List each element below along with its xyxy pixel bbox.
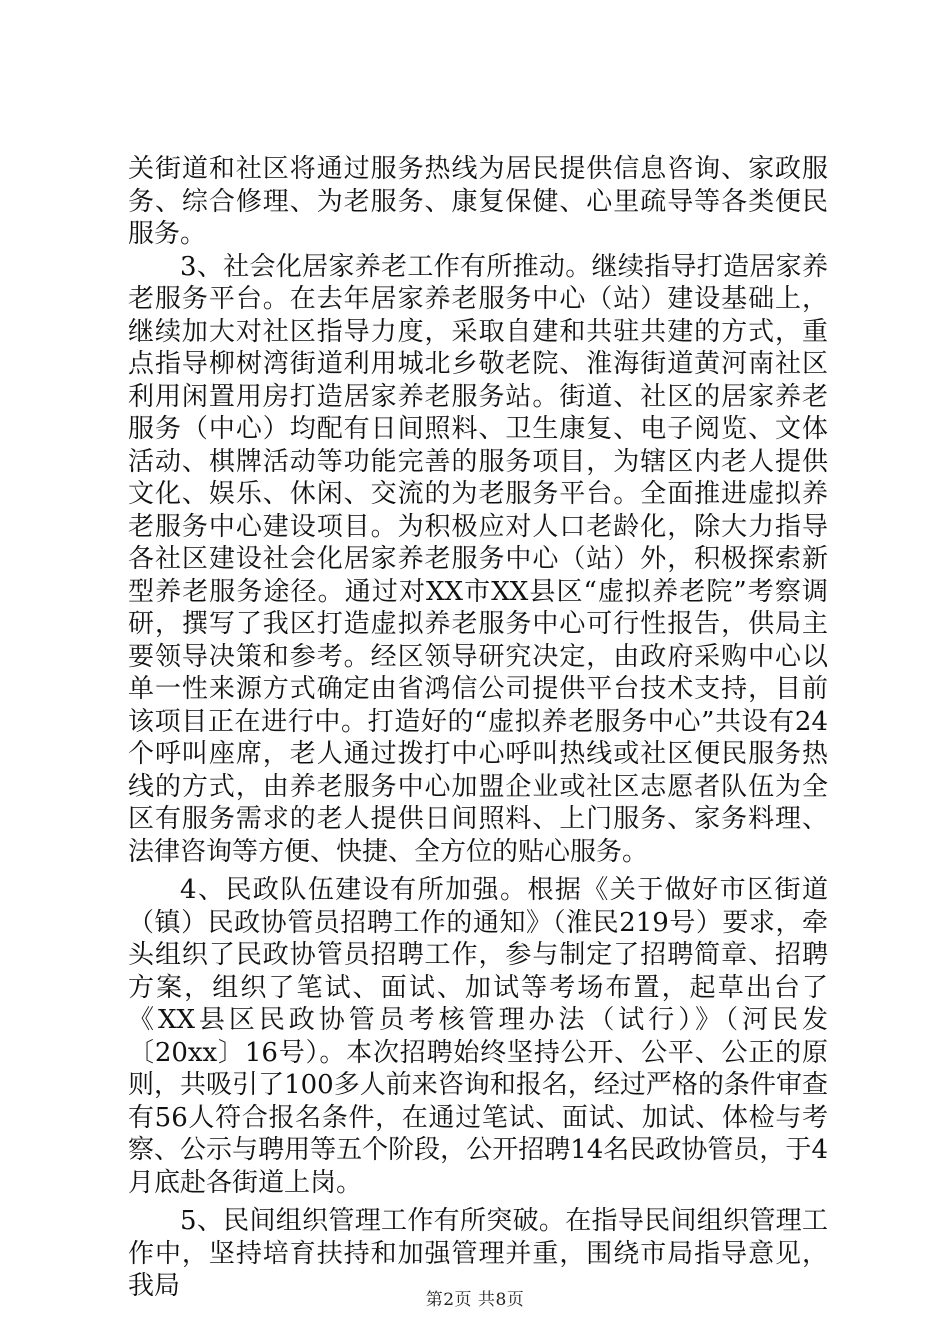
paragraph-item-5: 5、民间组织管理工作有所突破。在指导民间组织管理工作中，坚持培育扶持和加强管理并重，围绕市局指导意见，我局 xyxy=(128,1206,828,1301)
paragraph-item-4: 4、民政队伍建设有所加强。根据《关于做好市区街道（镇）民政协管员招聘工作的通知》（淮民219号）要求，牵头组织了民政协管员招聘工作，参与制定了招聘简章、招聘方案，组织了笔试、面试、加试等考场布置，起草出台了《XX县区民政协管员考核管理办法（试行）》（河民发〔20xx〕16号）。本次招聘始终坚持公开、公平、公正的原则，共吸引了100多人前来咨询和报名，经过严格的条件审查有56人符合报名条件，在通过笔试、面试、加试、体检与考察、公示与聘用等五个阶段，公开招聘14名民政协管员，于4月底赴各街道上岗。 xyxy=(128,875,828,1198)
page-footer xyxy=(0,1285,950,1310)
paragraph-continuation: 关街道和社区将通过服务热线为居民提供信息咨询、家政服务、综合修理、为老服务、康复保健、心里疏导等各类便民服务。 xyxy=(128,154,828,249)
document-body xyxy=(128,153,828,1303)
page-number-label: 第2页 共8页 xyxy=(425,1290,525,1310)
paragraph-item-3: 3、社会化居家养老工作有所推动。继续指导打造居家养老服务平台。在去年居家养老服务中心（站）建设基础上，继续加大对社区指导力度，采取自建和共驻共建的方式，重点指导柳树湾街道利用城北乡敬老院、淮海街道黄河南社区利用闲置用房打造居家养老服务站。街道、社区的居家养老服务（中心）均配有日间照料、卫生康复、电子阅览、文体活动、棋牌活动等功能完善的服务项目，为辖区内老人提供文化、娱乐、休闲、交流的为老服务平台。全面推进虚拟养老服务中心建设项目。为积极应对人口老龄化，除大力指导各社区建设社会化居家养老服务中心（站）外，积极探索新型养老服务途径。通过对XX市XX县区“虚拟养老院”考察调研，撰写了我区打造虚拟养老服务中心可行性报告，供局主要领导决策和参考。经区领导研究决定，由政府采购中心以单一性来源方式确定由省鸿信公司提供平台技术支持，目前该项目正在进行中。打造好的“虚拟养老服务中心”共设有24个呼叫座席，老人通过拨打中心呼叫热线或社区便民服务热线的方式，由养老服务中心加盟企业或社区志愿者队伍为全区有服务需求的老人提供日间照料、上门服务、家务料理、法律咨询等方便、快捷、全方位的贴心服务。 xyxy=(128,251,828,867)
